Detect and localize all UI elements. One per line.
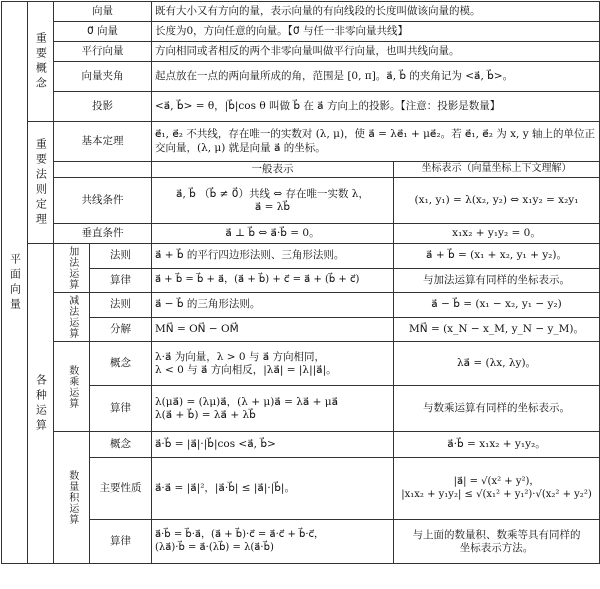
concept-term: 投影 (54, 92, 152, 122)
dot-prop-label: 主要性质 (90, 458, 152, 520)
add-label: 加法运算 (54, 244, 90, 293)
basic-theorem-label: 基本定理 (54, 122, 152, 162)
scalar-law-label: 算律 (90, 386, 152, 432)
add-rule-coord: a⃗ + b⃗ = (x₁ + x₂, y₁ + y₂)。 (394, 244, 600, 269)
section-concepts-label: 重要概念 (28, 2, 54, 122)
add-law-general: a⃗ + b⃗ = b⃗ + a⃗，(a⃗ + b⃗) + c⃗ = a⃗ + (b⃗ + c⃗) (152, 268, 394, 293)
dot-law-coord-line2: 坐标表示方法。 (459, 541, 534, 554)
collinear-coord: (x₁, y₁) = λ(x₂, y₂) ⇔ x₁y₂ = x₂y₁ (394, 178, 600, 224)
sub-decomp-general: MN⃗ = ON⃗ − OM⃗ (152, 317, 394, 342)
header-empty (54, 162, 152, 178)
scalar-concept-label: 概念 (90, 342, 152, 386)
scalar-concept-line2: λ < 0 与 a⃗ 方向相反，|λa⃗| = |λ||a⃗|。 (155, 363, 337, 376)
collinear-general-line2: a⃗ = λb⃗ (254, 200, 291, 213)
dot-law-coord (394, 520, 600, 564)
perp-general: a⃗ ⊥ b⃗ ⇔ a⃗·b⃗ = 0。 (152, 224, 394, 244)
header-coord: 坐标表示（向量坐标上下文理解） (394, 162, 600, 178)
concept-term: 向量夹角 (54, 62, 152, 92)
dot-law-coord-line1: 与上面的数量积、数乘等具有同样的 (412, 528, 581, 541)
dot-law-line2: (λa⃗)·b⃗ = a⃗·(λb⃗) = λ(a⃗·b⃗) (155, 541, 274, 553)
dot-law-label: 算律 (90, 520, 152, 564)
sub-rule-general: a⃗ − b⃗ 的三角形法则。 (152, 293, 394, 318)
sub-label: 减法运算 (54, 293, 90, 342)
basic-theorem-desc: e⃗₁, e⃗₂ 不共线，存在唯一的实数对 (λ, μ)，使 a⃗ = λe⃗₁ + μe⃗₂。若 e⃗₁, e⃗₂ 为 x, y 轴上的单位正交向量，(λ, μ) 就是向量 a⃗ 的坐标。 (152, 122, 600, 162)
dot-label: 数量积运算 (54, 432, 90, 564)
vector-summary-table (1, 1, 600, 564)
sub-decomp-label: 分解 (90, 317, 152, 342)
dot-prop-general: a⃗·a⃗ = |a⃗|²，|a⃗·b⃗| ≤ |a⃗|·|b⃗|。 (152, 458, 394, 520)
concept-desc: 方向相同或者相反的两个非零向量叫做平行向量，也叫共线向量。 (152, 42, 600, 62)
add-rule-label: 法则 (90, 244, 152, 269)
dot-prop-coord-line2: |x₁x₂ + y₁y₂| ≤ √(x₁² + y₁²)·√(x₂² + y₂²) (401, 488, 592, 500)
scalar-label: 数乘运算 (54, 342, 90, 432)
scalar-law-general (152, 386, 394, 432)
concept-desc: <a⃗, b⃗> = θ，|b⃗|cos θ 叫做 b⃗ 在 a⃗ 方向上的投影。【注意：投影是数量】 (152, 92, 600, 122)
scalar-concept-line1: λ·a⃗ 为向量，λ > 0 与 a⃗ 方向相同， (155, 350, 326, 363)
add-law-coord: 与加法运算有同样的坐标表示。 (394, 268, 600, 293)
dot-concept-general: a⃗·b⃗ = |a⃗|·|b⃗|cos <a⃗, b⃗> (152, 432, 394, 458)
sub-rule-coord: a⃗ − b⃗ = (x₁ − x₂, y₁ − y₂) (394, 293, 600, 318)
collinear-general-line1: a⃗, b⃗ （b⃗ ≠ 0⃗）共线 ⇔ 存在唯一实数 λ， (176, 187, 369, 200)
section-main-label: 平面向量 (2, 2, 28, 564)
header-general: 一般表示 (152, 162, 394, 178)
scalar-concept-general (152, 342, 394, 386)
add-law-label: 算律 (90, 268, 152, 293)
concept-term: 0⃗ 向量 (54, 22, 152, 42)
dot-law-line1: a⃗·b⃗ = b⃗·a⃗，(a⃗ + b⃗)·c⃗ = a⃗·c⃗ + b⃗·c⃗， (155, 529, 325, 541)
perp-label: 垂直条件 (54, 224, 152, 244)
dot-prop-coord-line1: |a⃗| = √(x² + y²)， (453, 476, 540, 488)
sub-rule-label: 法则 (90, 293, 152, 318)
dot-law-general (152, 520, 394, 564)
concept-desc: 长度为0，方向任意的向量。【0⃗ 与任一非零向量共线】 (152, 22, 600, 42)
scalar-law-line2: λ(a⃗ + b⃗) = λa⃗ + λb⃗ (155, 408, 256, 421)
scalar-law-coord: 与数乘运算有同样的坐标表示。 (394, 386, 600, 432)
section-operations-label: 各种运算 (28, 244, 54, 564)
concept-term: 向量 (54, 2, 152, 22)
concept-desc: 既有大小又有方向的量，表示向量的有向线段的长度叫做该向量的模。 (152, 2, 600, 22)
collinear-label: 共线条件 (54, 178, 152, 224)
sub-decomp-coord: MN⃗ = (x_N − x_M, y_N − y_M)。 (394, 317, 600, 342)
dot-prop-coord (394, 458, 600, 520)
collinear-general (152, 178, 394, 224)
scalar-concept-coord: λa⃗ = (λx, λy)。 (394, 342, 600, 386)
dot-concept-coord: a⃗·b⃗ = x₁x₂ + y₁y₂。 (394, 432, 600, 458)
concept-term: 平行向量 (54, 42, 152, 62)
add-rule-general: a⃗ + b⃗ 的平行四边形法则、三角形法则。 (152, 244, 394, 269)
dot-concept-label: 概念 (90, 432, 152, 458)
section-theorems-label: 重要法则定理 (28, 122, 54, 244)
scalar-law-line1: λ(μa⃗) = (λμ)a⃗，(λ + μ)a⃗ = λa⃗ + μa⃗ (155, 395, 339, 408)
concept-desc: 起点放在一点的两向量所成的角，范围是 [0, π]。a⃗, b⃗ 的夹角记为 <a⃗, b⃗>。 (152, 62, 600, 92)
perp-coord: x₁x₂ + y₁y₂ = 0。 (394, 224, 600, 244)
